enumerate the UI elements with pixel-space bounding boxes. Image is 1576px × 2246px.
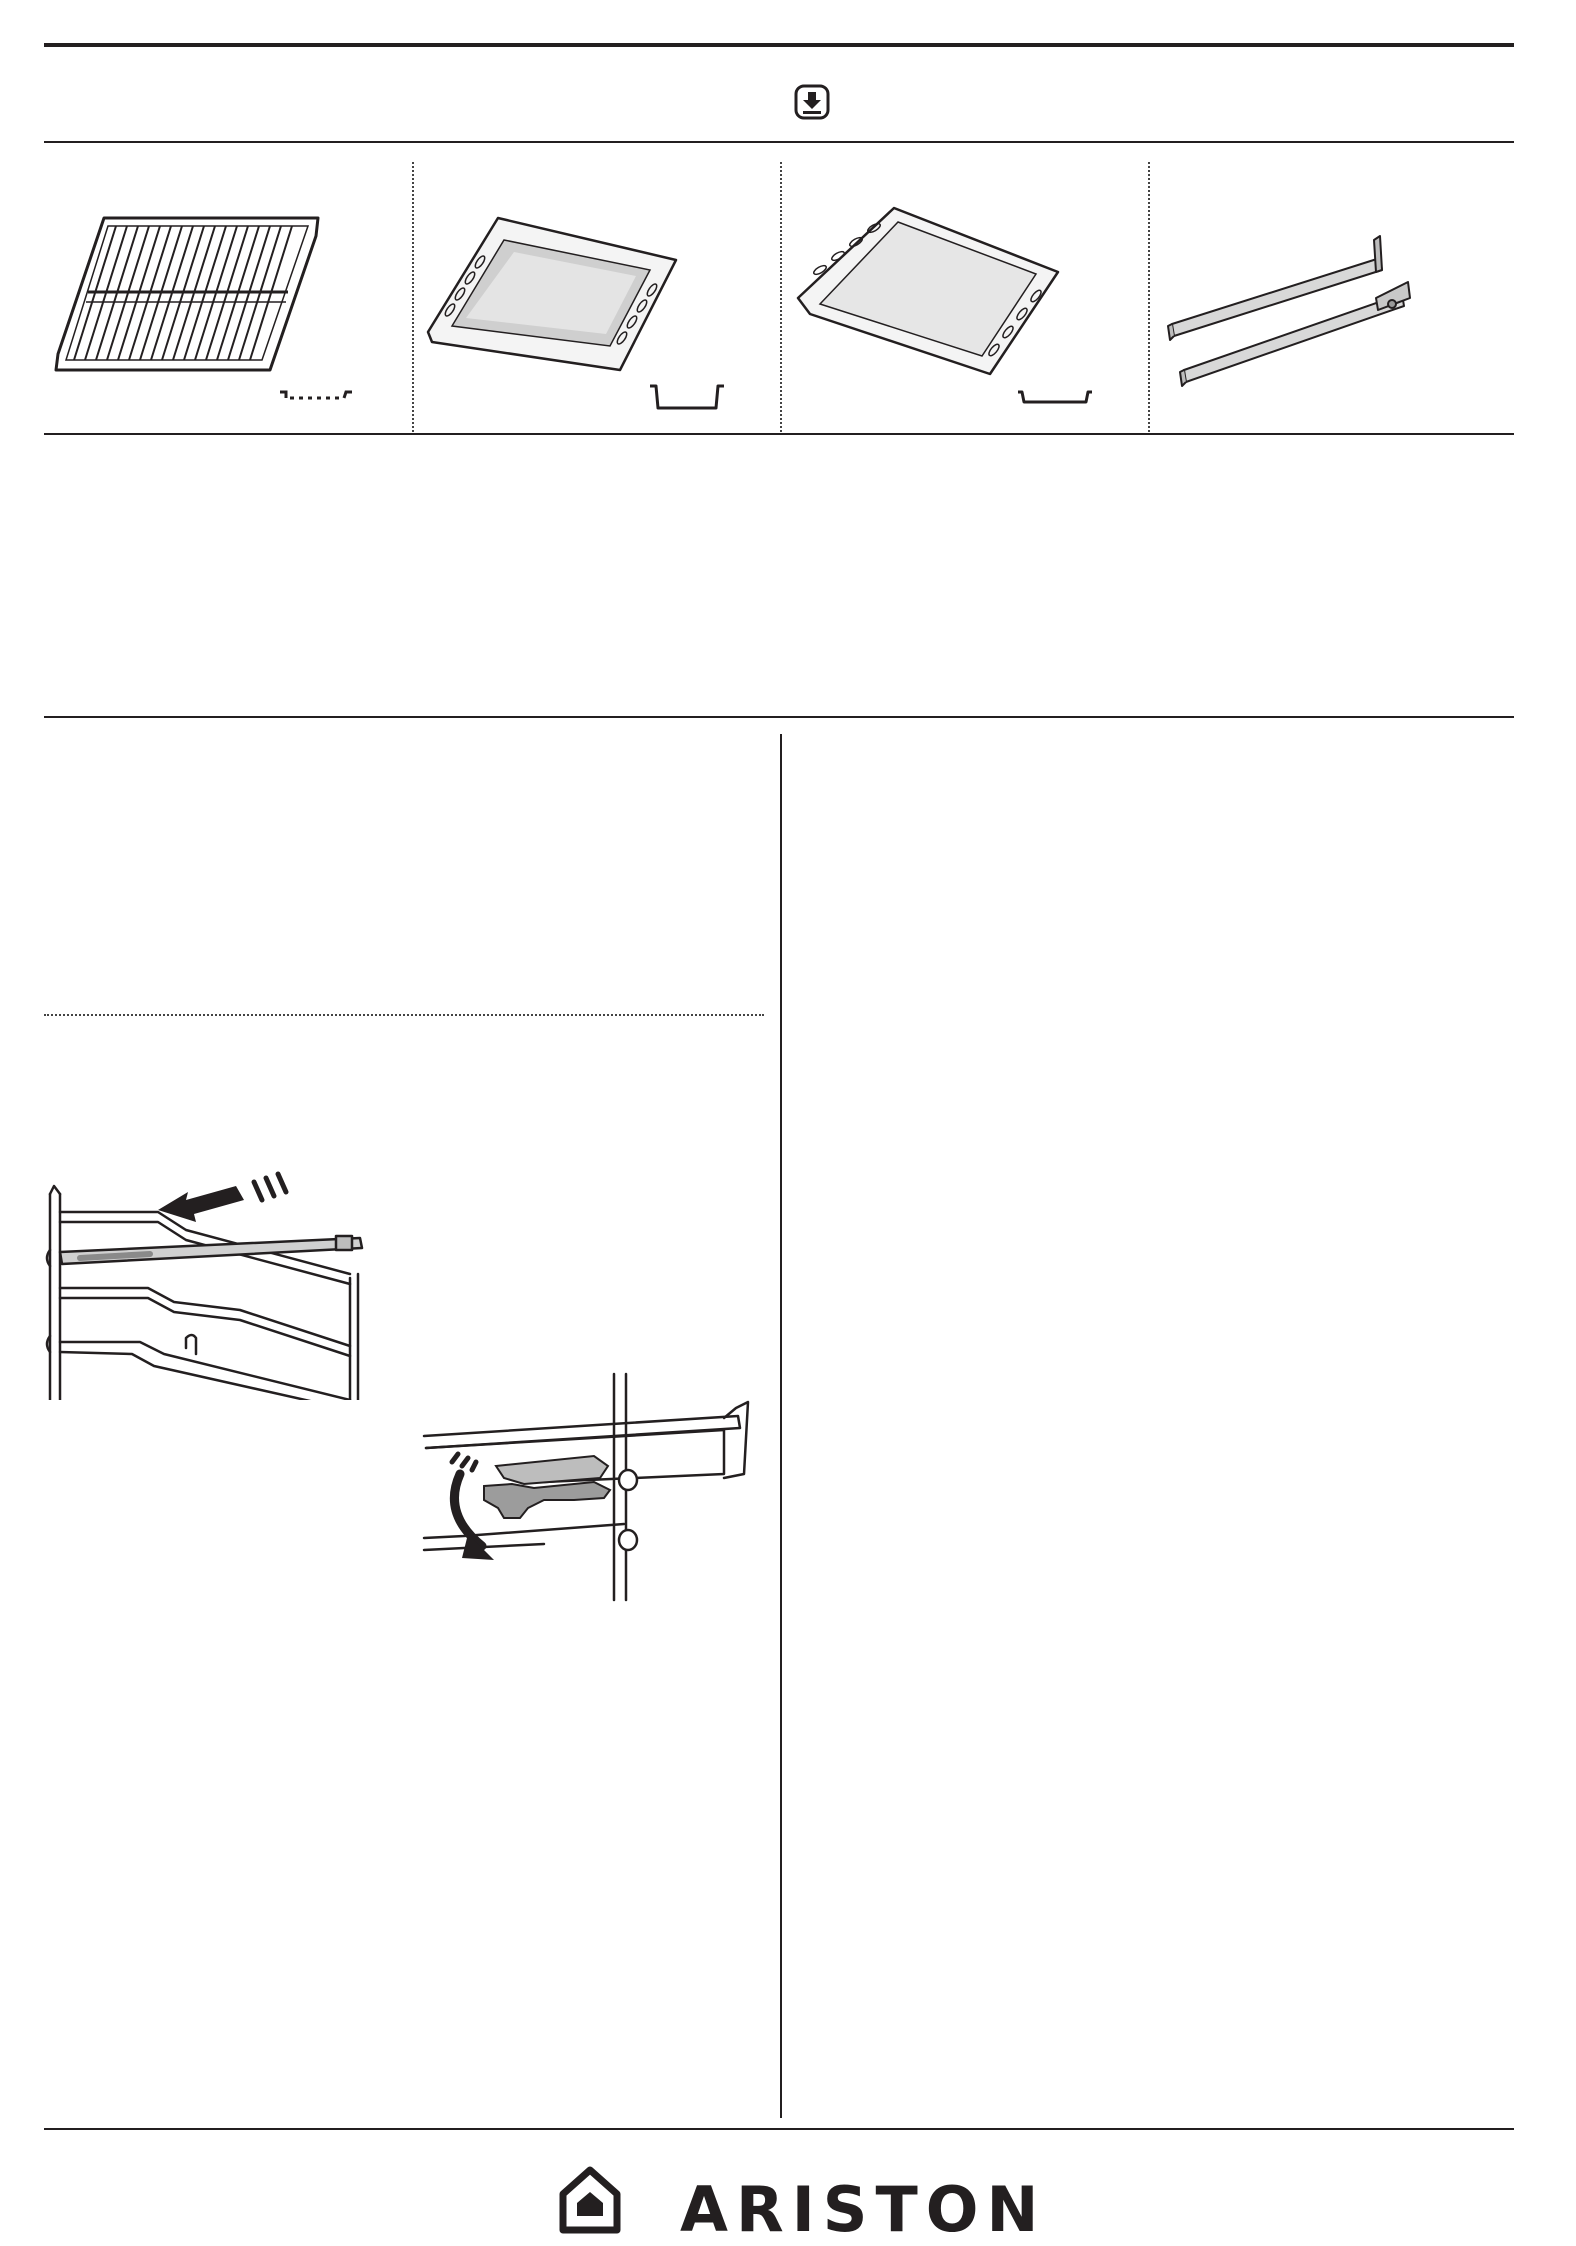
accessory-divider — [412, 162, 414, 432]
brand-name: ARISTON — [680, 2173, 1047, 2246]
footer-rule — [44, 2128, 1514, 2130]
drip-tray-profile-icon — [648, 384, 726, 414]
column-divider — [780, 734, 782, 2118]
drip-tray-illustration — [424, 214, 680, 374]
sliding-runners-illustration — [1162, 236, 1412, 396]
accessories-bottom-rule — [44, 433, 1514, 435]
header-rule — [44, 141, 1514, 143]
runner-clip-illustration — [424, 1374, 758, 1600]
top-rule — [44, 43, 1514, 47]
wire-shelf-illustration — [56, 210, 326, 385]
accessory-divider — [780, 162, 782, 432]
wire-shelf-profile-icon — [278, 388, 354, 404]
shelf-insertion-illustration — [40, 1178, 368, 1400]
ariston-house-icon — [559, 2166, 621, 2234]
baking-tray-profile-icon — [1016, 390, 1094, 408]
download-icon — [794, 84, 830, 120]
baking-tray-illustration — [794, 206, 1060, 376]
accessory-divider — [1148, 162, 1150, 432]
left-column-dotted-divider — [44, 1014, 764, 1016]
section-rule — [44, 716, 1514, 718]
